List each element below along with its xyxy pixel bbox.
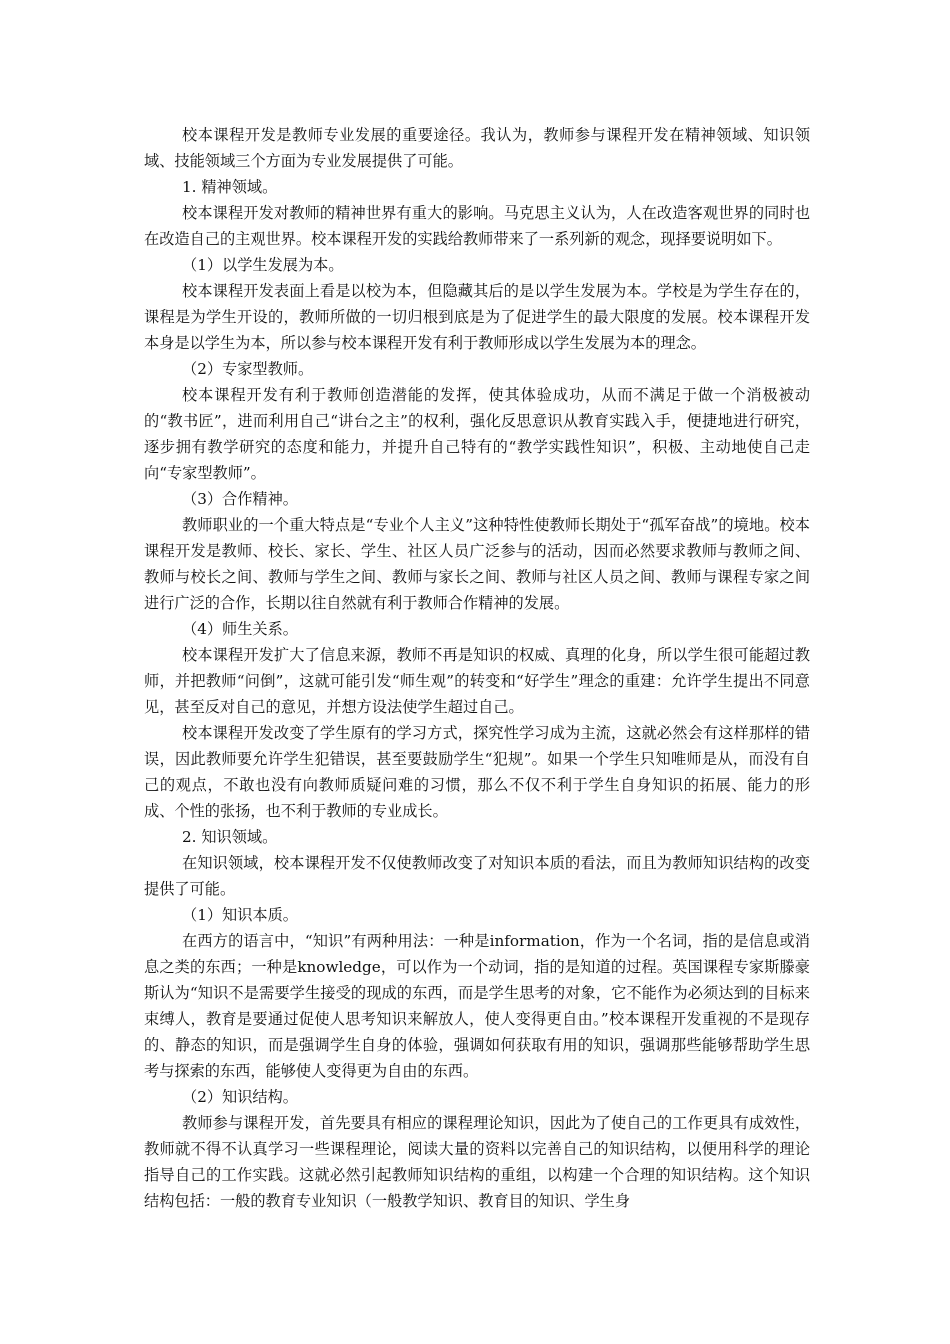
subsection-heading: （1）知识本质。 [182,906,298,924]
paragraph: 在西方的语言中，“知识”有两种用法：一种是information，作为一个名词，指的是信息或消息之类的东西；一种是knowledge，可以作为一个动词，指的是知道的过程。英国课程专家斯滕豪斯认为“知识不是需要学生接受的现成的东西，而是学生思考的对象，它不能作为必须达到的目标来束缚人，教育是要通过促使人思考知识来解放人，使人变得更自由。”校本课程开发重视的不是现存的、静态的知识，而是强调学生自身的体验，强调如何获取有用的知识，强调那些能够帮助学生思考与探索的东西，能够使人变得更为自由的东西。 [144,932,810,1080]
paragraph: 在知识领域，校本课程开发不仅使教师改变了对知识本质的看法，而且为教师知识结构的改变提供了可能。 [144,854,810,898]
subsection-heading: （2）专家型教师。 [182,360,314,378]
subsection-heading: （2）知识结构。 [182,1088,298,1106]
paragraph: 校本课程开发表面上看是以校为本，但隐藏其后的是以学生发展为本。学校是为学生存在的，课程是为学生开设的，教师所做的一切归根到底是为了促进学生的最大限度的发展。校本课程开发本身是以学生为本，所以参与校本课程开发有利于教师形成以学生发展为本的理念。 [144,282,810,352]
section-heading: 1. 精神领域。 [182,178,278,196]
paragraph: 校本课程开发对教师的精神世界有重大的影响。马克思主义认为，人在改造客观世界的同时也在改造自己的主观世界。校本课程开发的实践给教师带来了一系列新的观念，现择要说明如下。 [144,204,810,248]
paragraph: 校本课程开发扩大了信息来源，教师不再是知识的权威、真理的化身，所以学生很可能超过教师，并把教师“问倒”，这就可能引发“师生观”的转变和“好学生”理念的重建：允许学生提出不同意见，甚至反对自己的意见，并想方设法使学生超过自己。 [144,646,810,716]
section-heading: 2. 知识领域。 [182,828,278,846]
paragraph: 教师参与课程开发，首先要具有相应的课程理论知识，因此为了使自己的工作更具有成效性，教师就不得不认真学习一些课程理论，阅读大量的资料以完善自己的知识结构，以便用科学的理论指导自己的工作实践。这就必然引起教师知识结构的重组，以构建一个合理的知识结构。这个知识结构包括：一般的教育专业知识（一般教学知识、教育目的知识、学生身 [144,1114,810,1210]
paragraph: 校本课程开发是教师专业发展的重要途径。我认为，教师参与课程开发在精神领域、知识领域、技能领域三个方面为专业发展提供了可能。 [144,126,810,170]
subsection-heading: （3）合作精神。 [182,490,298,508]
paragraph: 校本课程开发改变了学生原有的学习方式，探究性学习成为主流，这就必然会有这样那样的错误，因此教师要允许学生犯错误，甚至要鼓励学生“犯规”。如果一个学生只知唯师是从，而没有自己的观点，不敢也没有向教师质疑问难的习惯，那么不仅不利于学生自身知识的拓展、能力的形成、个性的张扬，也不利于教师的专业成长。 [144,724,810,820]
paragraph: 教师职业的一个重大特点是“专业个人主义”这种特性使教师长期处于“孤军奋战”的境地。校本课程开发是教师、校长、家长、学生、社区人员广泛参与的活动，因而必然要求教师与教师之间、教师与校长之间、教师与学生之间、教师与家长之间、教师与社区人员之间、教师与课程专家之间进行广泛的合作，长期以往自然就有利于教师合作精神的发展。 [144,516,810,612]
document-body [144,122,810,1214]
subsection-heading: （4）师生关系。 [182,620,298,638]
paragraph: 校本课程开发有利于教师创造潜能的发挥，使其体验成功，从而不满足于做一个消极被动的“教书匠”，进而利用自己“讲台之主”的权利，强化反思意识从教育实践入手，便捷地进行研究，逐步拥有教学研究的态度和能力，并提升自己特有的“教学实践性知识”，积极、主动地使自己走向“专家型教师”。 [144,386,810,482]
subsection-heading: （1）以学生发展为本。 [182,256,344,274]
